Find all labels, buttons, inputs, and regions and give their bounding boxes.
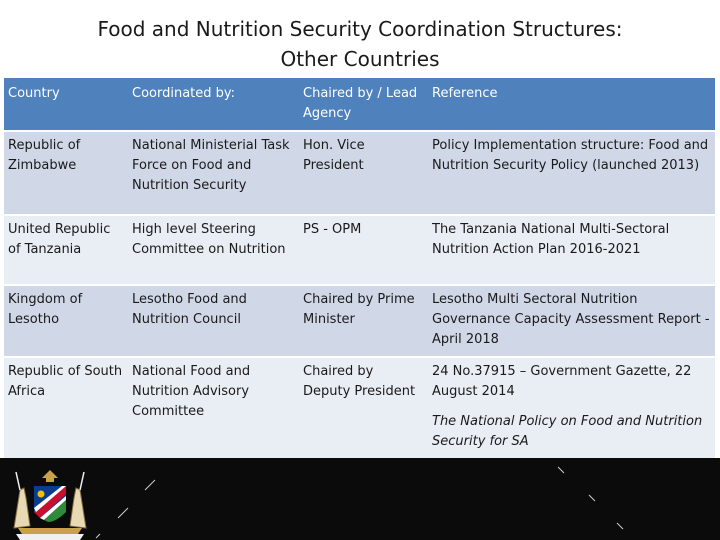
slide-title xyxy=(0,14,720,74)
cell-reference xyxy=(428,358,715,460)
coat-of-arms-icon xyxy=(8,468,92,540)
header-chaired-by: Chaired by / Lead Agency xyxy=(299,78,428,132)
cell-chaired-by: PS - OPM xyxy=(299,216,428,286)
table-header-row xyxy=(4,78,715,132)
cell-coordinated-by: Lesotho Food and Nutrition Council xyxy=(128,286,299,358)
header-reference: Reference xyxy=(428,78,715,132)
header-country: Country xyxy=(4,78,128,132)
cell-reference: The Tanzania National Multi-Sectoral Nutrition Action Plan 2016-2021 xyxy=(428,216,715,286)
cell-country: United Republic of Tanzania xyxy=(4,216,128,286)
cell-coordinated-by: National Food and Nutrition Advisory Committee xyxy=(128,358,299,460)
title-line-1: Food and Nutrition Security Coordination Structures: xyxy=(97,17,623,41)
reference-gazette: 24 No.37915 – Government Gazette, 22 August 2014 xyxy=(432,364,692,399)
decorative-lines xyxy=(0,458,720,540)
cell-coordinated-by: High level Steering Committee on Nutrition xyxy=(128,216,299,286)
header-coordinated-by: Coordinated by: xyxy=(128,78,299,132)
table-row xyxy=(4,216,715,286)
cell-chaired-by: Chaired by Deputy President xyxy=(299,358,428,460)
cell-country: Kingdom of Lesotho xyxy=(4,286,128,358)
coordination-table-container xyxy=(4,78,715,460)
cell-coordinated-by: National Ministerial Task Force on Food and Nutrition Security xyxy=(128,132,299,216)
cell-country: Republic of South Africa xyxy=(4,358,128,460)
reference-policy-note: The National Policy on Food and Nutrition Security for SA xyxy=(432,414,703,449)
cell-reference: Policy Implementation structure: Food and Nutrition Security Policy (launched 2013) xyxy=(428,132,715,216)
coordination-table xyxy=(4,78,715,460)
cell-chaired-by: Chaired by Prime Minister xyxy=(299,286,428,358)
table-row xyxy=(4,132,715,216)
cell-country: Republic of Zimbabwe xyxy=(4,132,128,216)
table-row xyxy=(4,358,715,460)
title-line-2: Other Countries xyxy=(280,47,440,71)
cell-reference: Lesotho Multi Sectoral Nutrition Governance Capacity Assessment Report - April 2018 xyxy=(428,286,715,358)
table-row xyxy=(4,286,715,358)
cell-chaired-by: Hon. Vice President xyxy=(299,132,428,216)
